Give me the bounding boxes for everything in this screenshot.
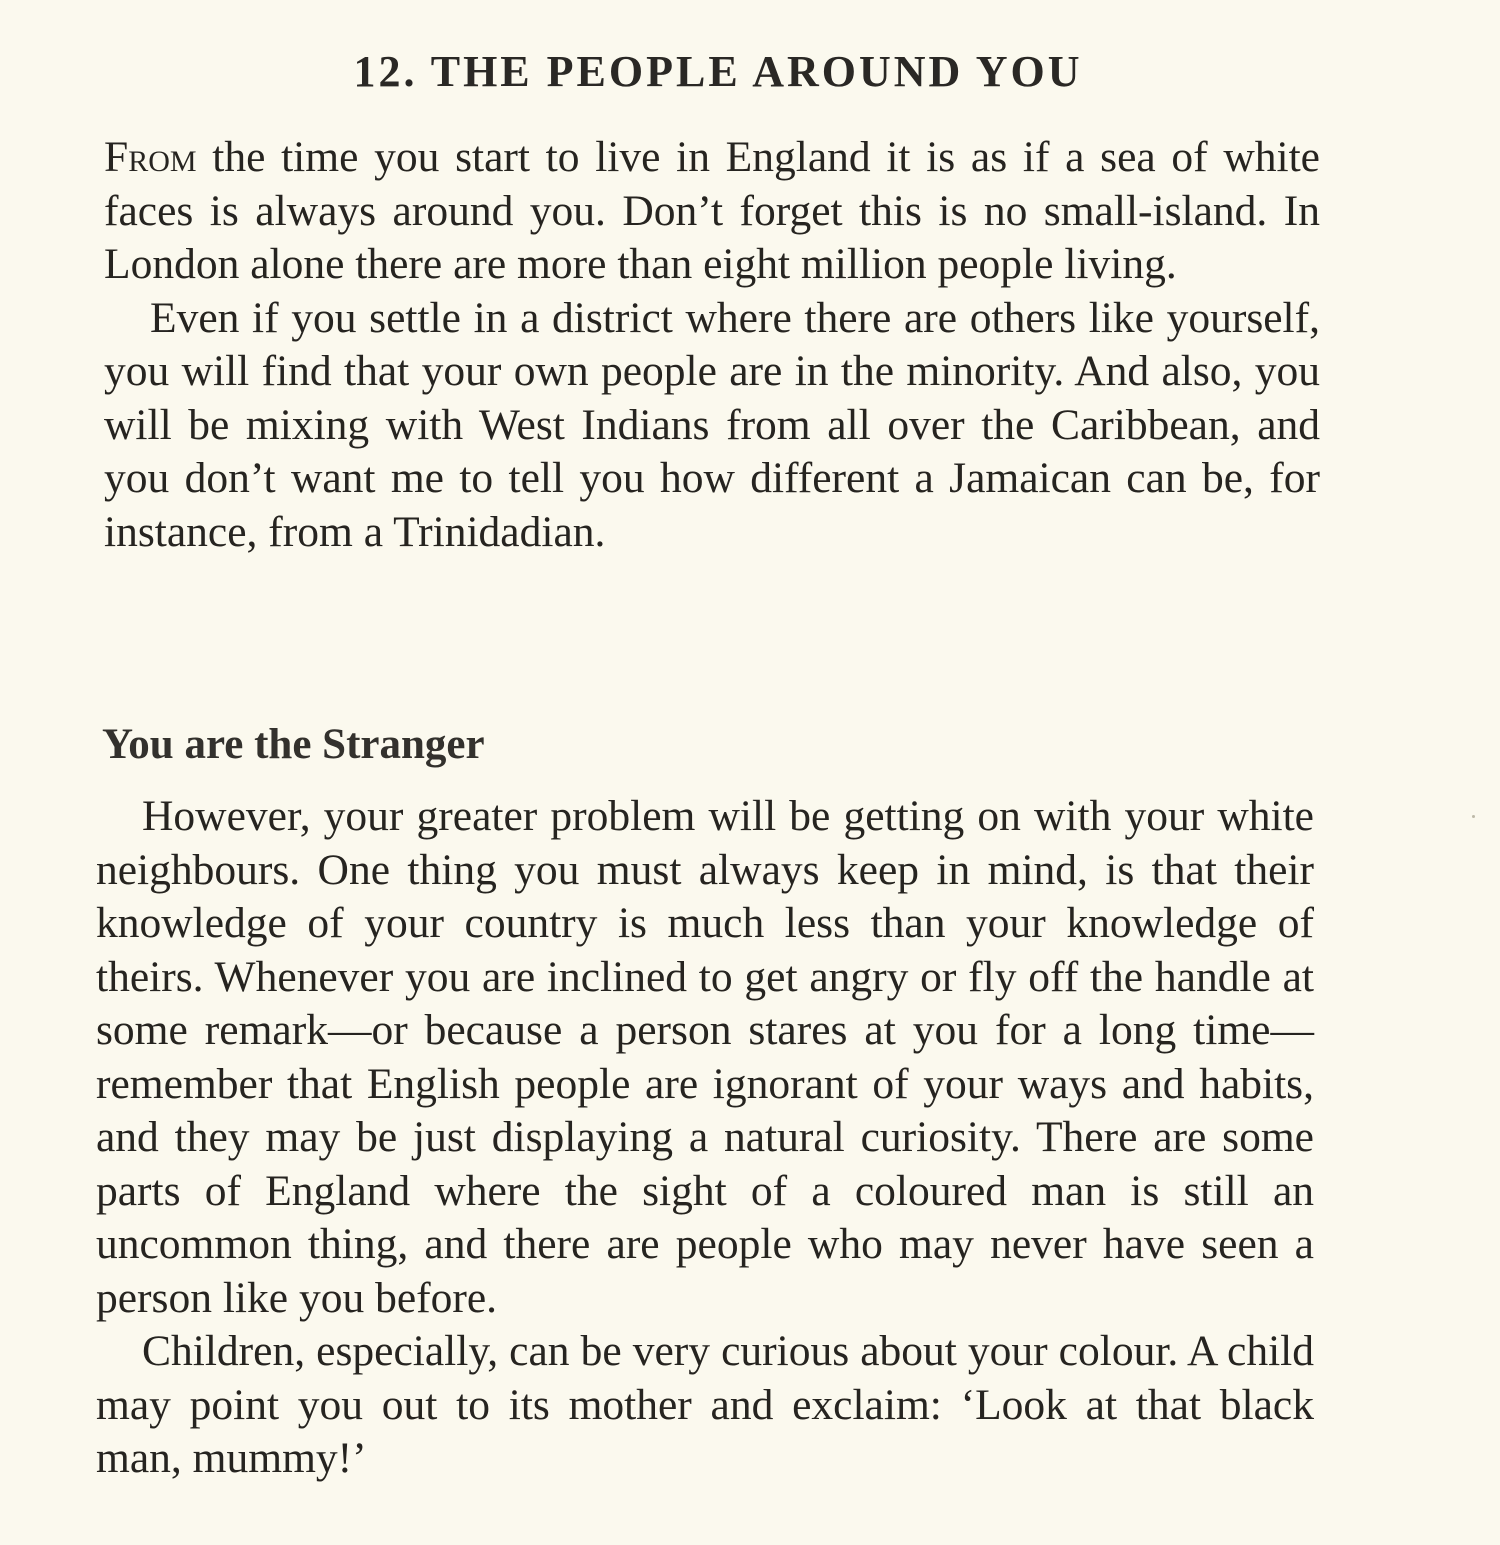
paper-speck [1472,815,1475,818]
chapter-title: 12. THE PEOPLE AROUND YOU [353,47,1083,96]
section-heading: You are the Stranger [102,721,485,768]
intro-paragraph-2: Even if you settle in a district where there are others like yourself, you will find that your own people are in the minority. And also, you will be mixing with West Indians from all over the Caribbean, and you don’t want me to tell you how different a Jamaican can be, for instance, from a Trinidadian. [104,293,1320,556]
intro-paragraph-1-text: the time you start to live in England it is as if a sea of white faces is always around you. Don’t forget this is no small-island. In London alone there are more than eight million people living. [104,133,1320,288]
section-paragraph-1: However, your greater problem will be getting on with your white neighbours. One thing you must always keep in mind, is that their knowledge of your country is much less than your knowledge of theirs. Whenever you are inclined to get angry or fly off the handle at some remark—or because a person stares at you for a long time—remember that English people are ignorant of your ways and habits, and they may be just displaying a natural curiosity. There are some parts of England where the sight of a coloured man is still an uncommon thing, and there are people who may never have seen a person like you before. [96,792,1314,1322]
intro-section [104,131,1320,559]
section-paragraph-2: Children, especially, can be very curious about your colour. A child may point you out to its mother and exclaim: ‘Look at that black man, mummy!’ [96,1327,1314,1482]
stranger-section [96,790,1314,1486]
intro-lead-word: From [104,133,197,181]
intro-paragraph-1 [104,131,1320,292]
